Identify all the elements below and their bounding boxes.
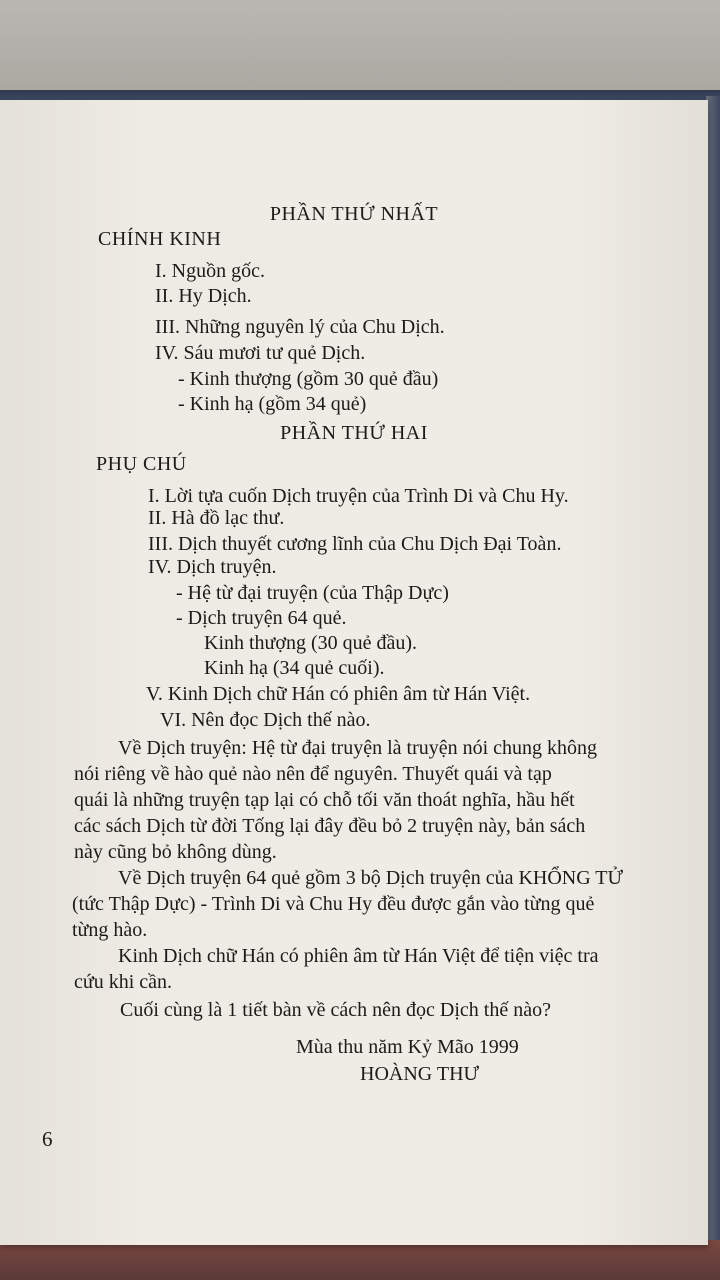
- table-surface: [0, 0, 720, 96]
- list-subitem: - Kinh hạ (gồm 34 quẻ): [178, 393, 367, 415]
- list-item: IV. Sáu mươi tư quẻ Dịch.: [155, 342, 366, 364]
- book-page: [0, 100, 708, 1245]
- signature-date: Mùa thu năm Kỷ Mão 1999: [296, 1036, 519, 1058]
- list-subitem: - Dịch truyện 64 quẻ.: [176, 607, 347, 629]
- paragraph-line: nói riêng về hào quẻ nào nên để nguyên. Thuyết quái và tạp: [74, 763, 552, 785]
- signature-author: HOÀNG THƯ: [360, 1063, 480, 1085]
- list-item: VI. Nên đọc Dịch thế nào.: [160, 709, 371, 731]
- book-cover-bottom: [0, 1240, 720, 1280]
- list-subitem: - Kinh thượng (gồm 30 quẻ đầu): [178, 368, 439, 390]
- paragraph-line: cứu khi cần.: [74, 971, 173, 993]
- list-item: III. Dịch thuyết cương lĩnh của Chu Dịch Đại Toàn.: [148, 533, 562, 555]
- book-cover-right: [706, 96, 720, 1280]
- list-item: IV. Dịch truyện.: [148, 556, 277, 578]
- paragraph-line: Kinh Dịch chữ Hán có phiên âm từ Hán Việt để tiện việc tra: [118, 945, 599, 967]
- list-subsubitem: Kinh thượng (30 quẻ đầu).: [204, 632, 418, 654]
- paragraph-line: Về Dịch truyện: Hệ từ đại truyện là truyện nói chung không: [118, 737, 598, 759]
- paragraph-line: từng hào.: [72, 919, 148, 941]
- paragraph-line: Về Dịch truyện 64 quẻ gồm 3 bộ Dịch truyện của KHỔNG TỬ: [118, 867, 624, 889]
- part-one-section: CHÍNH KINH: [98, 228, 222, 250]
- list-item: II. Hà đồ lạc thư.: [148, 507, 285, 529]
- part-two-title: PHẦN THỨ HAI: [280, 422, 428, 444]
- paragraph-line: (tức Thập Dực) - Trình Di và Chu Hy đều được gắn vào từng quẻ: [72, 893, 595, 915]
- list-item: I. Nguồn gốc.: [155, 260, 265, 282]
- list-item: V. Kinh Dịch chữ Hán có phiên âm từ Hán Việt.: [146, 683, 531, 705]
- list-item: I. Lời tựa cuốn Dịch truyện của Trình Di và Chu Hy.: [148, 485, 569, 507]
- paragraph-line: này cũng bỏ không dùng.: [74, 841, 277, 863]
- paragraph-line: quái là những truyện tạp lại có chỗ tối văn thoát nghĩa, hầu hết: [74, 789, 575, 811]
- list-item: III. Những nguyên lý của Chu Dịch.: [155, 316, 445, 338]
- part-two-section: PHỤ CHÚ: [96, 453, 187, 475]
- paragraph-line: Cuối cùng là 1 tiết bàn về cách nên đọc Dịch thế nào?: [120, 999, 551, 1021]
- list-subsubitem: Kinh hạ (34 quẻ cuối).: [204, 657, 385, 679]
- part-one-title: PHẦN THỨ NHẤT: [269, 203, 439, 225]
- page-number: 6: [42, 1127, 53, 1151]
- list-item: II. Hy Dịch.: [155, 285, 252, 307]
- paragraph-line: các sách Dịch từ đời Tống lại đây đều bỏ 2 truyện này, bản sách: [74, 815, 586, 837]
- list-subitem: - Hệ từ đại truyện (của Thập Dực): [176, 582, 449, 604]
